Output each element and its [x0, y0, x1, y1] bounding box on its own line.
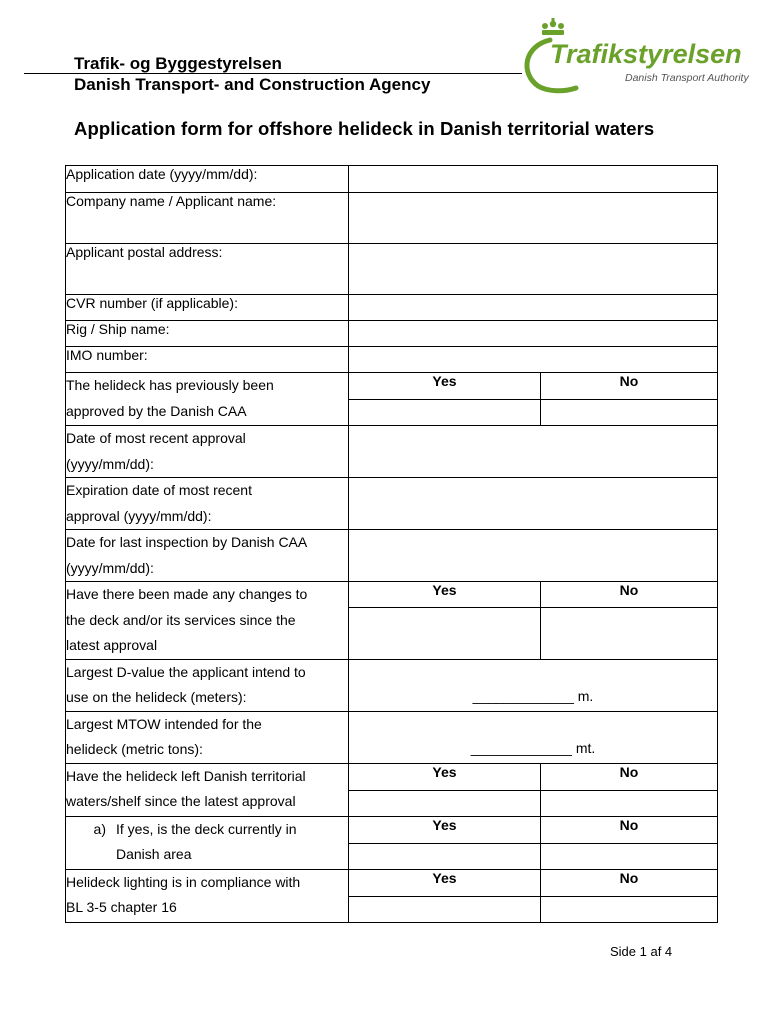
expiration-label	[66, 478, 349, 530]
last-inspection-field[interactable]	[349, 530, 718, 582]
lighting-line1: Helideck lighting is in compliance with	[66, 873, 301, 890]
row-changes	[66, 582, 718, 608]
company-name-label: Company name / Applicant name:	[66, 193, 349, 244]
crown-icon	[542, 18, 564, 35]
recent-approval-line1: Date of most recent approval	[66, 430, 246, 446]
danish-area-no-box[interactable]	[541, 843, 718, 869]
row-left-waters	[66, 763, 718, 790]
recent-approval-label	[66, 426, 349, 478]
row-last-inspection	[66, 530, 718, 582]
changes-no-box[interactable]	[541, 608, 718, 659]
last-inspection-line1: Date for last inspection by Danish CAA	[66, 534, 308, 550]
row-lighting	[66, 869, 718, 896]
previously-approved-no-header: No	[541, 373, 718, 400]
company-name-field[interactable]	[349, 193, 718, 244]
changes-yes-header: Yes	[349, 582, 541, 608]
last-inspection-line2: (yyyy/mm/dd):	[66, 559, 154, 576]
row-recent-approval	[66, 426, 718, 478]
row-postal-address	[66, 244, 718, 295]
danish-area-label	[66, 816, 349, 869]
d-value-line2: use on the helideck (meters):	[66, 689, 247, 705]
lighting-yes-header: Yes	[349, 869, 541, 896]
recent-approval-line2: (yyyy/mm/dd):	[66, 455, 154, 472]
rig-ship-label: Rig / Ship name:	[66, 321, 349, 347]
trafikstyrelsen-logo	[520, 18, 760, 94]
cvr-label: CVR number (if applicable):	[66, 295, 349, 321]
previously-approved-no-box[interactable]	[541, 400, 718, 426]
left-waters-line1: Have the helideck left Danish territorial	[66, 767, 306, 784]
page-title: Application form for offshore helideck in Danish territorial waters	[74, 118, 655, 139]
row-previously-approved	[66, 373, 718, 400]
d-value-label	[66, 659, 349, 711]
expiration-line2: approval (yyyy/mm/dd):	[66, 507, 212, 524]
left-waters-no-box[interactable]	[541, 790, 718, 816]
postal-address-field[interactable]	[349, 244, 718, 295]
agency-name-english: Danish Transport- and Construction Agency	[74, 75, 431, 94]
changes-label	[66, 582, 349, 660]
previously-approved-yes-box[interactable]	[349, 400, 541, 426]
cvr-field[interactable]	[349, 295, 718, 321]
application-date-field[interactable]	[349, 166, 718, 193]
row-company-name	[66, 193, 718, 244]
previously-approved-label	[66, 373, 349, 426]
changes-line2: the deck and/or its services since the	[66, 611, 296, 628]
agency-name-danish: Trafik- og Byggestyrelsen	[74, 54, 282, 73]
previously-approved-line2: approved by the Danish CAA	[66, 402, 247, 419]
danish-area-line2: Danish area	[116, 846, 192, 862]
previously-approved-yes-header: Yes	[349, 373, 541, 400]
d-value-field[interactable]: _____________ m.	[349, 659, 718, 711]
logo-tagline: Danish Transport Authority	[625, 72, 749, 84]
expiration-field[interactable]	[349, 478, 718, 530]
row-expiration	[66, 478, 718, 530]
danish-area-line1: If yes, is the deck currently in	[116, 820, 297, 837]
previously-approved-line1: The helideck has previously been	[66, 377, 274, 393]
logo-name: Trafikstyrelsen	[550, 39, 742, 69]
imo-label: IMO number:	[66, 347, 349, 373]
lighting-no-header: No	[541, 869, 718, 896]
danish-area-yes-header: Yes	[349, 816, 541, 843]
lighting-line2: BL 3-5 chapter 16	[66, 899, 177, 915]
expiration-line1: Expiration date of most recent	[66, 482, 252, 498]
danish-area-no-header: No	[541, 816, 718, 843]
left-waters-label	[66, 763, 349, 816]
page-number: Side 1 af 4	[610, 944, 673, 959]
danish-area-list-marker: a)	[93, 820, 106, 837]
postal-address-label: Applicant postal address:	[66, 244, 349, 295]
row-d-value	[66, 659, 718, 711]
rig-ship-field[interactable]	[349, 321, 718, 347]
row-mtow	[66, 711, 718, 763]
imo-field[interactable]	[349, 347, 718, 373]
row-danish-area	[66, 816, 718, 843]
mtow-field[interactable]: _____________ mt.	[349, 711, 718, 763]
mtow-line2: helideck (metric tons):	[66, 741, 203, 757]
row-application-date	[66, 166, 718, 193]
changes-line3: latest approval	[66, 637, 158, 653]
changes-yes-box[interactable]	[349, 608, 541, 659]
left-waters-yes-box[interactable]	[349, 790, 541, 816]
row-cvr	[66, 295, 718, 321]
changes-no-header: No	[541, 582, 718, 608]
application-form-table	[65, 165, 718, 923]
lighting-label	[66, 869, 349, 922]
agency-name	[74, 53, 430, 95]
recent-approval-field[interactable]	[349, 426, 718, 478]
lighting-no-box[interactable]	[541, 896, 718, 922]
danish-area-yes-box[interactable]	[349, 843, 541, 869]
lighting-yes-box[interactable]	[349, 896, 541, 922]
row-rig-ship	[66, 321, 718, 347]
changes-line1: Have there been made any changes to	[66, 586, 308, 602]
d-value-line1: Largest D-value the applicant intend to	[66, 663, 306, 680]
last-inspection-label	[66, 530, 349, 582]
row-imo	[66, 347, 718, 373]
header-rule	[24, 73, 522, 74]
mtow-line1: Largest MTOW intended for the	[66, 715, 262, 732]
mtow-label	[66, 711, 349, 763]
left-waters-no-header: No	[541, 763, 718, 790]
left-waters-yes-header: Yes	[349, 763, 541, 790]
application-date-label: Application date (yyyy/mm/dd):	[66, 166, 349, 193]
left-waters-line2: waters/shelf since the latest approval	[66, 793, 296, 809]
